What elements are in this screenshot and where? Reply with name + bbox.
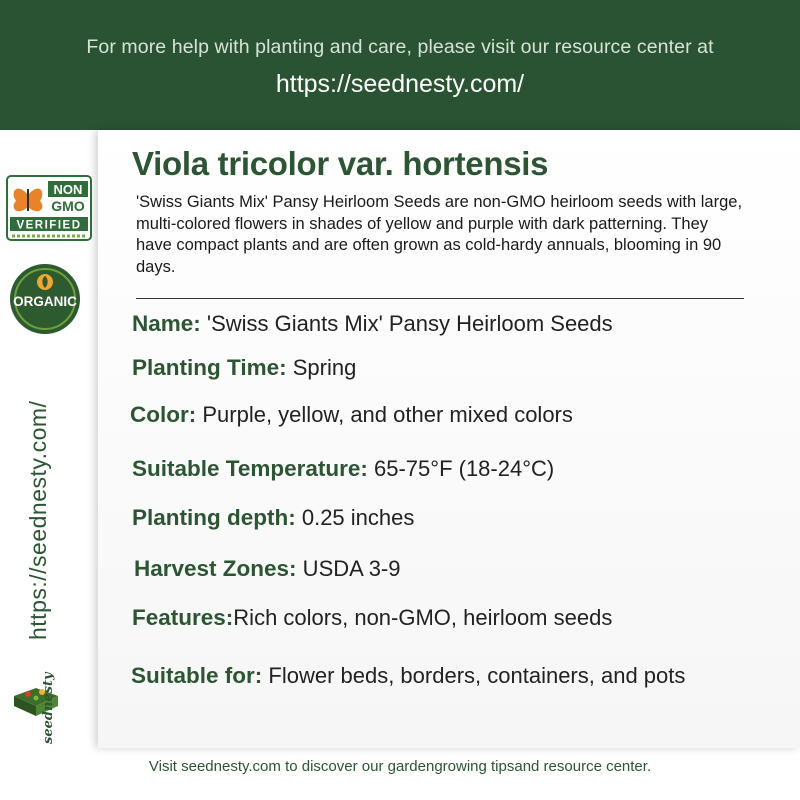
spec-value: Purple, yellow, and other mixed colors <box>196 402 573 427</box>
spec-label: Planting depth: <box>132 505 296 530</box>
spec-label: Suitable Temperature: <box>132 456 368 481</box>
organic-badge <box>5 262 85 336</box>
spec-label: Suitable for: <box>131 663 263 688</box>
spec-row-depth <box>132 505 414 531</box>
banner-url[interactable]: https://seednesty.com/ <box>275 70 525 98</box>
spec-row-features <box>132 605 612 631</box>
svg-text:VERIFIED: VERIFIED <box>16 219 82 232</box>
product-description: 'Swiss Giants Mix' Pansy Heirloom Seeds are non-GMO heirloom seeds with large, multi-colored flowers in shades of yellow and purple with dark patterning. They have compact plants and are often grown as cold-hardy annuals, blooming in 90 days. <box>136 193 743 276</box>
spec-row-suitable-for <box>131 663 685 689</box>
spec-value: Spring <box>286 355 357 380</box>
spec-label: Planting Time: <box>132 355 287 380</box>
spec-row-name <box>132 311 613 337</box>
svg-text:ORGANIC: ORGANIC <box>13 294 77 309</box>
spec-value: 'Swiss Giants Mix' Pansy Heirloom Seeds <box>200 311 613 336</box>
footer-text: Visit seednesty.com to discover our gardengrowing tipsand resource center. <box>148 758 652 775</box>
spec-row-zones <box>134 556 401 582</box>
non-gmo-badge <box>6 175 92 241</box>
seednesty-logo <box>6 660 68 746</box>
spec-value: USDA 3-9 <box>296 556 401 581</box>
spec-value: 65-75°F (18-24°C) <box>367 456 555 481</box>
spec-value: Rich colors, non-GMO, heirloom seeds <box>233 605 613 630</box>
spec-label: Harvest Zones: <box>134 556 297 581</box>
spec-value: Flower beds, borders, containers, and pots <box>262 663 686 688</box>
spec-row-color <box>130 402 573 428</box>
spec-label: Color: <box>130 402 197 427</box>
divider <box>136 298 744 299</box>
top-banner <box>0 0 800 130</box>
spec-row-planting-time <box>132 355 356 381</box>
svg-text:GMO: GMO <box>51 198 85 214</box>
spec-row-temperature <box>132 456 554 482</box>
banner-help-text: For more help with planting and care, please visit our resource center at <box>86 36 714 58</box>
spec-label: Name: <box>132 311 201 336</box>
spec-label: Features: <box>132 605 234 630</box>
product-title: Viola tricolor var. hortensis <box>132 145 549 182</box>
vertical-url[interactable]: https://seednesty.com/ <box>25 400 51 640</box>
spec-value: 0.25 inches <box>295 505 415 530</box>
svg-text:NON: NON <box>53 182 83 197</box>
svg-text:seednesty: seednesty <box>41 672 56 744</box>
